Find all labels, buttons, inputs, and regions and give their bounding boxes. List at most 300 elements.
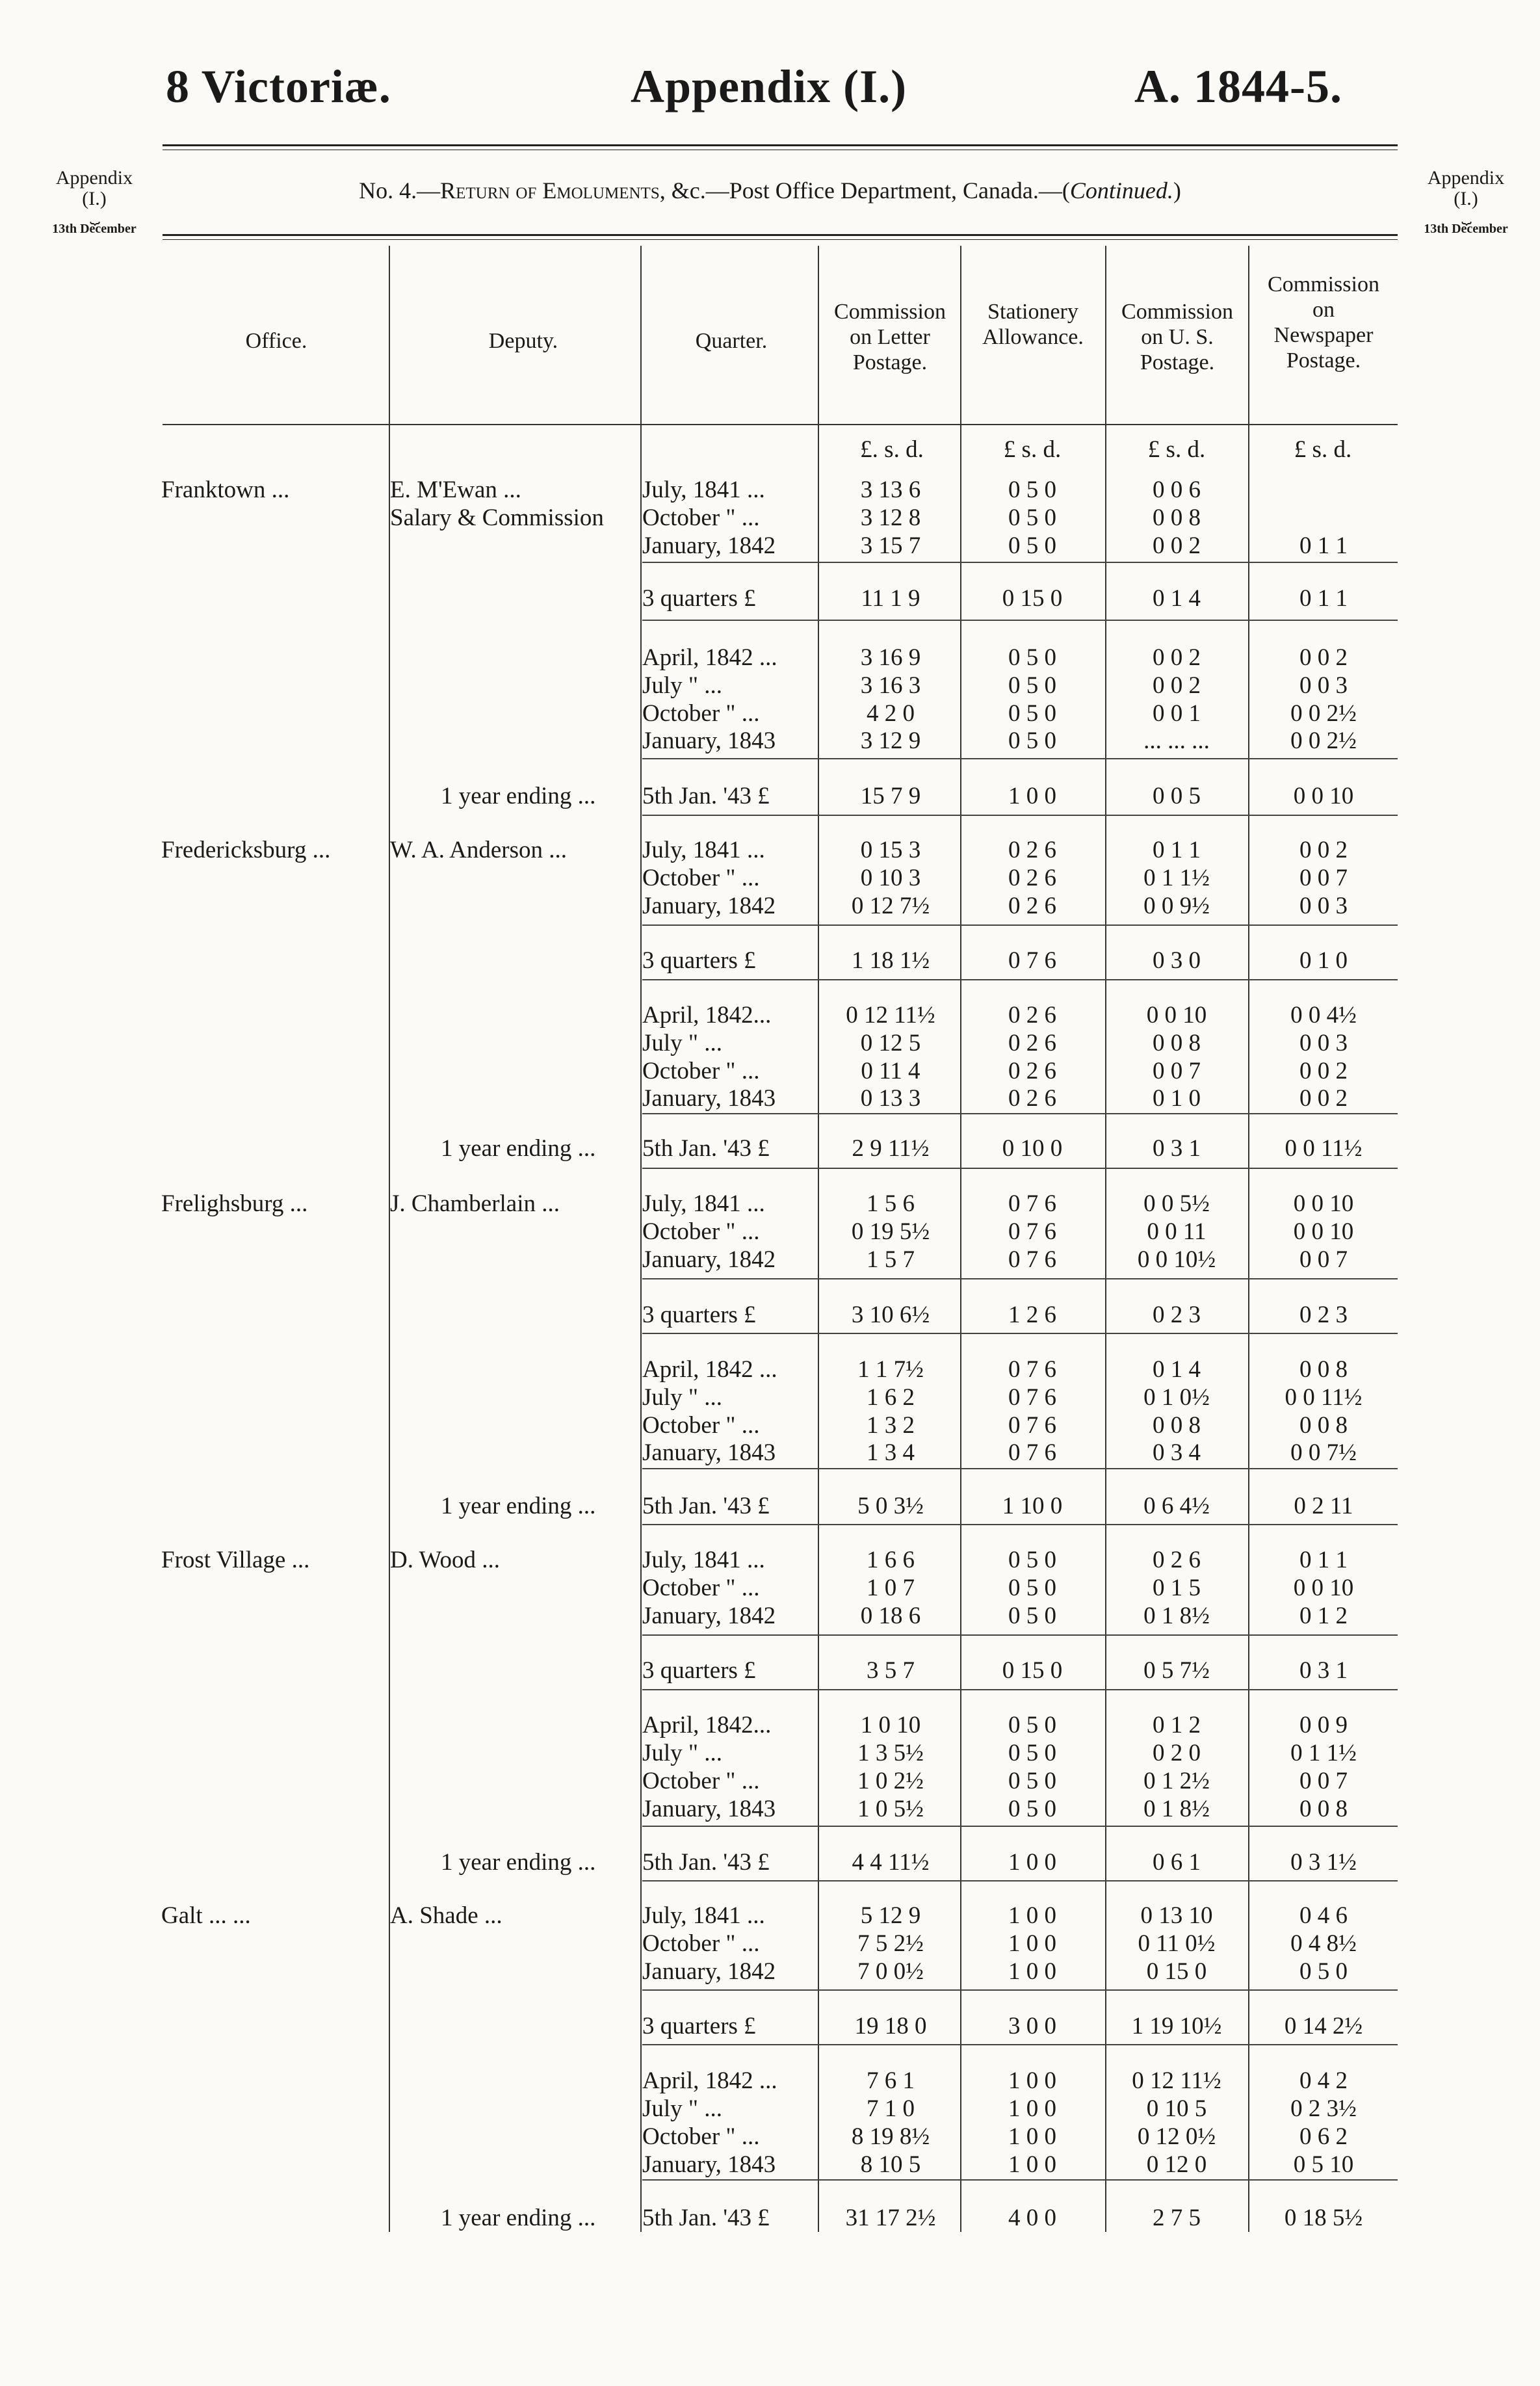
amount-cell: 0 1 2 bbox=[1299, 1603, 1348, 1629]
header-line: Commission bbox=[1121, 300, 1233, 324]
header-year: A. 1844-5. bbox=[1134, 60, 1342, 112]
amount-cell: 0 0 2 bbox=[1299, 1085, 1348, 1112]
quarter-label: October " ... bbox=[642, 1930, 760, 1957]
year-ending-label: 1 year ending ... bbox=[441, 2205, 596, 2231]
amount-cell: 0 0 1 bbox=[1153, 700, 1201, 727]
amount-cell: 0 5 0 bbox=[1008, 672, 1056, 699]
deputy-name: D. Wood ... bbox=[390, 1547, 501, 1573]
caption-caps: Return of Emoluments bbox=[440, 177, 660, 203]
amount-cell: 1 3 5½ bbox=[857, 1740, 924, 1766]
amount-cell: 0 5 0 bbox=[1008, 728, 1056, 754]
quarter-label: January, 1842 bbox=[642, 1246, 776, 1273]
quarter-label: 5th Jan. '43 £ bbox=[642, 1135, 770, 1162]
column-divider bbox=[389, 246, 390, 2232]
amount-cell: 0 7 6 bbox=[1008, 1218, 1056, 1245]
subtotal-rule bbox=[642, 1333, 1398, 1334]
header-letter-postage bbox=[819, 299, 961, 375]
amount-cell: 0 11 0½ bbox=[1138, 1930, 1216, 1957]
amount-cell: 0 1 4 bbox=[1153, 1356, 1201, 1383]
header-line: Newspaper bbox=[1273, 323, 1374, 348]
amount-cell: 1 3 2 bbox=[867, 1412, 915, 1439]
amount-cell: 0 0 9½ bbox=[1143, 893, 1210, 919]
subtotal-rule bbox=[642, 1113, 1398, 1114]
amount-cell: 0 0 7 bbox=[1299, 1246, 1348, 1273]
amount-cell: 0 2 11 bbox=[1294, 1493, 1353, 1519]
quarter-label: July " ... bbox=[642, 672, 723, 699]
quarter-label: July " ... bbox=[642, 1740, 723, 1766]
amount-cell: 0 0 10 bbox=[1293, 1190, 1354, 1217]
amount-cell: 1 0 0 bbox=[1008, 1930, 1056, 1957]
quarter-label: July, 1841 ... bbox=[642, 837, 765, 863]
unit-label: £. s. d. bbox=[860, 436, 924, 463]
quarter-label: 3 quarters £ bbox=[642, 1302, 756, 1328]
subtotal-rule bbox=[642, 620, 1398, 621]
amount-cell: 0 0 5 bbox=[1153, 783, 1201, 809]
amount-cell: 0 1 1 bbox=[1299, 1547, 1348, 1573]
quarter-label: October " ... bbox=[642, 700, 760, 727]
side-note-date: 13th December bbox=[1424, 221, 1508, 236]
quarter-label: July, 1841 ... bbox=[642, 477, 765, 503]
amount-cell: 0 2 6 bbox=[1008, 865, 1056, 891]
amount-cell: 4 2 0 bbox=[867, 700, 915, 727]
side-note-label: Appendix bbox=[1427, 167, 1505, 189]
amount-cell: 0 10 5 bbox=[1146, 2095, 1207, 2122]
subtotal-rule bbox=[642, 562, 1398, 563]
amount-cell: 1 0 7 bbox=[867, 1575, 915, 1601]
amount-cell: 0 5 0 bbox=[1008, 1575, 1056, 1601]
amount-cell: 0 0 8 bbox=[1299, 1412, 1348, 1439]
quarter-label: 5th Jan. '43 £ bbox=[642, 783, 770, 809]
year-ending-label: 1 year ending ... bbox=[441, 1135, 596, 1162]
amount-cell: 0 1 1 bbox=[1299, 585, 1348, 612]
subtotal-rule bbox=[642, 815, 1398, 816]
subtotal-rule bbox=[642, 924, 1398, 926]
amount-cell: 0 1 1 bbox=[1299, 532, 1348, 559]
side-note-date: 13th December bbox=[52, 221, 137, 236]
header-line: Postage. bbox=[852, 350, 928, 375]
amount-cell: 0 0 8 bbox=[1299, 1356, 1348, 1383]
amount-cell: 0 12 11½ bbox=[1132, 2067, 1221, 2094]
amount-cell: 1 19 10½ bbox=[1131, 2013, 1222, 2039]
subtotal-rule bbox=[642, 1634, 1398, 1636]
amount-cell: 0 2 6 bbox=[1153, 1547, 1201, 1573]
quarter-label: July, 1841 ... bbox=[642, 1547, 765, 1573]
amount-cell: 0 2 3 bbox=[1153, 1302, 1201, 1328]
amount-cell: 2 9 11½ bbox=[852, 1135, 930, 1162]
header-line: Postage. bbox=[1140, 350, 1215, 375]
column-divider bbox=[640, 246, 642, 2232]
amount-cell: 0 1 0 bbox=[1153, 1085, 1201, 1112]
amount-cell: 1 0 0 bbox=[1008, 1902, 1056, 1929]
amount-cell: 0 0 7 bbox=[1299, 865, 1348, 891]
header-bottom-rule bbox=[163, 424, 1398, 425]
amount-cell: 0 7 6 bbox=[1008, 1246, 1056, 1273]
quarter-label: October " ... bbox=[642, 865, 760, 891]
amount-cell: 0 3 1 bbox=[1153, 1135, 1201, 1162]
office-name: Frost Village ... bbox=[161, 1547, 310, 1573]
amount-cell: 0 15 0 bbox=[1002, 1657, 1063, 1684]
quarter-label: October " ... bbox=[642, 505, 760, 531]
amount-cell: 0 0 10½ bbox=[1137, 1246, 1216, 1273]
unit-label: £ s. d. bbox=[1294, 436, 1352, 463]
amount-cell: 3 12 8 bbox=[860, 505, 921, 531]
quarter-label: January, 1842 bbox=[642, 893, 776, 919]
amount-cell: 0 11 4 bbox=[861, 1058, 920, 1084]
amount-cell: 5 0 3½ bbox=[857, 1493, 924, 1519]
amount-cell: 3 12 9 bbox=[860, 728, 921, 754]
amount-cell: 0 5 0 bbox=[1008, 1547, 1056, 1573]
amount-cell: 8 19 8½ bbox=[851, 2123, 930, 2150]
header-line: on bbox=[1312, 298, 1335, 322]
header-deputy: Deputy. bbox=[488, 329, 558, 353]
amount-cell: 0 0 11½ bbox=[1285, 1384, 1363, 1411]
amount-cell: 3 5 7 bbox=[867, 1657, 915, 1684]
amount-cell: 0 0 3 bbox=[1299, 1030, 1348, 1056]
header-line: Commission bbox=[834, 300, 946, 324]
amount-cell: 0 1 2 bbox=[1153, 1712, 1201, 1738]
deputy-name: W. A. Anderson ... bbox=[390, 837, 568, 863]
unit-label: £ s. d. bbox=[1003, 436, 1062, 463]
amount-cell: 0 2 6 bbox=[1008, 837, 1056, 863]
amount-cell: 0 5 10 bbox=[1293, 2151, 1354, 2178]
side-note-number: (I.) bbox=[1454, 187, 1478, 209]
amount-cell: 0 0 2 bbox=[1299, 837, 1348, 863]
amount-cell: 0 5 0 bbox=[1008, 505, 1056, 531]
deputy-name: E. M'Ewan ... bbox=[390, 477, 521, 503]
amount-cell: 7 6 1 bbox=[867, 2067, 915, 2094]
amount-cell: 0 6 2 bbox=[1299, 2123, 1348, 2150]
amount-cell: 0 0 9 bbox=[1299, 1712, 1348, 1738]
amount-cell: 1 0 0 bbox=[1008, 1849, 1056, 1876]
subtotal-rule bbox=[642, 1524, 1398, 1525]
office-name: Fredericksburg ... bbox=[161, 837, 331, 863]
header-title: Appendix (I.) bbox=[631, 60, 907, 112]
amount-cell: 0 0 2½ bbox=[1290, 700, 1357, 727]
amount-cell: 0 14 2½ bbox=[1284, 2013, 1363, 2039]
amount-cell: 1 6 6 bbox=[867, 1547, 915, 1573]
amount-cell: 0 2 6 bbox=[1008, 1030, 1056, 1056]
amount-cell: 0 5 0 bbox=[1008, 532, 1056, 559]
amount-cell: 0 12 0½ bbox=[1137, 2123, 1216, 2150]
amount-cell: 0 0 2 bbox=[1153, 644, 1201, 671]
quarter-label: January, 1842 bbox=[642, 1958, 776, 1985]
amount-cell: 0 19 5½ bbox=[851, 1218, 930, 1245]
amount-cell: 0 0 11½ bbox=[1285, 1135, 1363, 1162]
quarter-label: October " ... bbox=[642, 1575, 760, 1601]
amount-cell: 0 2 6 bbox=[1008, 893, 1056, 919]
amount-cell: 0 0 3 bbox=[1299, 893, 1348, 919]
amount-cell: 4 0 0 bbox=[1008, 2205, 1056, 2231]
side-note-label: Appendix bbox=[55, 167, 133, 189]
header-line: Postage. bbox=[1286, 348, 1361, 373]
quarter-label: January, 1843 bbox=[642, 728, 776, 754]
amount-cell: 0 2 6 bbox=[1008, 1085, 1056, 1112]
quarter-label: April, 1842 ... bbox=[642, 1356, 777, 1383]
unit-label: £ s. d. bbox=[1147, 436, 1206, 463]
amount-cell: 1 0 0 bbox=[1008, 783, 1056, 809]
amount-cell: 3 16 9 bbox=[860, 644, 921, 671]
amount-cell: 0 0 7 bbox=[1299, 1768, 1348, 1794]
amount-cell: 0 0 10 bbox=[1293, 1575, 1354, 1601]
amount-cell: 0 5 0 bbox=[1008, 1603, 1056, 1629]
amount-cell: 0 5 0 bbox=[1008, 644, 1056, 671]
quarter-label: October " ... bbox=[642, 1412, 760, 1439]
amount-cell: 0 1 0½ bbox=[1143, 1384, 1210, 1411]
amount-cell: 0 5 0 bbox=[1008, 700, 1056, 727]
amount-cell: 0 2 0 bbox=[1153, 1740, 1201, 1766]
amount-cell: 0 5 0 bbox=[1299, 1958, 1348, 1985]
amount-cell: 0 2 6 bbox=[1008, 1058, 1056, 1084]
amount-cell: 0 15 0 bbox=[1002, 585, 1063, 612]
amount-cell: 0 2 3 bbox=[1299, 1302, 1348, 1328]
amount-cell: 5 12 9 bbox=[860, 1902, 921, 1929]
amount-cell: 1 0 5½ bbox=[857, 1796, 924, 1822]
amount-cell: 0 2 3½ bbox=[1290, 2095, 1357, 2122]
quarter-label: October " ... bbox=[642, 2123, 760, 2150]
amount-cell: 0 0 10 bbox=[1293, 1218, 1354, 1245]
amount-cell: 3 10 6½ bbox=[851, 1302, 930, 1328]
amount-cell: 0 7 6 bbox=[1008, 1439, 1056, 1466]
amount-cell: 0 4 2 bbox=[1299, 2067, 1348, 2094]
amount-cell: 0 1 8½ bbox=[1143, 1796, 1210, 1822]
amount-cell: 15 7 9 bbox=[860, 783, 921, 809]
subtotal-rule bbox=[642, 758, 1398, 759]
header-newspaper-postage bbox=[1249, 272, 1398, 373]
subtotal-rule bbox=[642, 1826, 1398, 1827]
amount-cell: 1 6 2 bbox=[867, 1384, 915, 1411]
amount-cell: 0 6 4½ bbox=[1143, 1493, 1210, 1519]
amount-cell: 0 0 5½ bbox=[1143, 1190, 1210, 1217]
quarter-label: October " ... bbox=[642, 1058, 760, 1084]
amount-cell: 0 1 1½ bbox=[1143, 865, 1210, 891]
amount-cell: 0 5 0 bbox=[1008, 1796, 1056, 1822]
header-session: 8 Victoriæ. bbox=[166, 60, 391, 112]
quarter-label: 3 quarters £ bbox=[642, 1657, 756, 1684]
amount-cell: 0 5 0 bbox=[1008, 1740, 1056, 1766]
amount-cell: 0 0 7½ bbox=[1290, 1439, 1357, 1466]
amount-cell: 0 5 0 bbox=[1008, 477, 1056, 503]
amount-cell: 19 18 0 bbox=[854, 2013, 927, 2039]
amount-cell: 0 1 4 bbox=[1153, 585, 1201, 612]
quarter-label: April, 1842... bbox=[642, 1712, 772, 1738]
amount-cell: 1 0 2½ bbox=[857, 1768, 924, 1794]
quarter-label: 5th Jan. '43 £ bbox=[642, 2205, 770, 2231]
quarter-label: April, 1842... bbox=[642, 1002, 772, 1029]
amount-cell: 7 0 0½ bbox=[857, 1958, 924, 1985]
subtotal-rule bbox=[642, 1168, 1398, 1169]
amount-cell: 0 7 6 bbox=[1008, 947, 1056, 974]
amount-cell: 0 1 8½ bbox=[1143, 1603, 1210, 1629]
amount-cell: 7 5 2½ bbox=[857, 1930, 924, 1957]
amount-cell: 2 7 5 bbox=[1153, 2205, 1201, 2231]
amount-cell: 0 0 8 bbox=[1299, 1796, 1348, 1822]
quarter-label: January, 1843 bbox=[642, 1439, 776, 1466]
subtotal-rule bbox=[642, 1468, 1398, 1469]
amount-cell: 0 0 8 bbox=[1153, 505, 1201, 531]
amount-cell: 0 0 10 bbox=[1146, 1002, 1207, 1029]
quarter-label: January, 1842 bbox=[642, 1603, 776, 1629]
amount-cell: 0 5 0 bbox=[1008, 1768, 1056, 1794]
table-top-rule bbox=[163, 234, 1398, 236]
amount-cell: 0 0 4½ bbox=[1290, 1002, 1357, 1029]
amount-cell: 0 12 5 bbox=[860, 1030, 921, 1056]
amount-cell: 0 1 0 bbox=[1299, 947, 1348, 974]
amount-cell: 0 1 1½ bbox=[1290, 1740, 1357, 1766]
amount-cell: 0 15 3 bbox=[860, 837, 921, 863]
header-stationery bbox=[961, 299, 1104, 350]
amount-cell: 0 0 10 bbox=[1293, 783, 1354, 809]
amount-cell: 3 16 3 bbox=[860, 672, 921, 699]
header-line: Stationery bbox=[987, 300, 1078, 324]
amount-cell: 0 0 8 bbox=[1153, 1030, 1201, 1056]
amount-cell: 8 10 5 bbox=[860, 2151, 921, 2178]
office-name: Franktown ... bbox=[161, 477, 290, 503]
amount-cell: 1 0 0 bbox=[1008, 2095, 1056, 2122]
subtotal-rule bbox=[642, 2044, 1398, 2045]
amount-cell: 0 0 11 bbox=[1147, 1218, 1207, 1245]
quarter-label: 3 quarters £ bbox=[642, 2013, 756, 2039]
year-ending-label: 1 year ending ... bbox=[441, 1849, 596, 1876]
amount-cell: 1 1 7½ bbox=[857, 1356, 924, 1383]
brace-icon: ⏟ bbox=[1461, 205, 1470, 224]
amount-cell: 0 7 6 bbox=[1008, 1190, 1056, 1217]
quarter-label: July " ... bbox=[642, 2095, 723, 2122]
deputy-name: J. Chamberlain ... bbox=[390, 1190, 560, 1217]
quarter-label: July " ... bbox=[642, 1384, 723, 1411]
amount-cell: 0 7 6 bbox=[1008, 1384, 1056, 1411]
amount-cell: 3 13 6 bbox=[860, 477, 921, 503]
amount-cell: 0 1 1 bbox=[1153, 837, 1201, 863]
year-ending-label: 1 year ending ... bbox=[441, 783, 596, 809]
amount-cell: 1 2 6 bbox=[1008, 1302, 1056, 1328]
year-ending-label: 1 year ending ... bbox=[441, 1493, 596, 1519]
amount-cell: 1 0 0 bbox=[1008, 2151, 1056, 2178]
amount-cell: 0 0 2 bbox=[1153, 672, 1201, 699]
amount-cell: 0 13 10 bbox=[1140, 1902, 1213, 1929]
header-line: Commission bbox=[1268, 272, 1379, 296]
quarter-label: 3 quarters £ bbox=[642, 947, 756, 974]
amount-cell: 3 15 7 bbox=[860, 532, 921, 559]
amount-cell: 1 3 4 bbox=[867, 1439, 915, 1466]
quarter-label: April, 1842 ... bbox=[642, 2067, 777, 2094]
subtotal-rule bbox=[642, 1689, 1398, 1690]
amount-cell: ... ... ... bbox=[1143, 728, 1210, 754]
amount-cell: 0 1 2½ bbox=[1143, 1768, 1210, 1794]
amount-cell: 0 0 8 bbox=[1153, 1412, 1201, 1439]
side-note-number: (I.) bbox=[82, 187, 107, 209]
quarter-label: 3 quarters £ bbox=[642, 585, 756, 612]
amount-cell: 0 7 6 bbox=[1008, 1356, 1056, 1383]
amount-cell: 0 0 3 bbox=[1299, 672, 1348, 699]
amount-cell: 0 3 1 bbox=[1299, 1657, 1348, 1684]
quarter-label: July, 1841 ... bbox=[642, 1190, 765, 1217]
amount-cell: 1 10 0 bbox=[1002, 1493, 1063, 1519]
quarter-label: 5th Jan. '43 £ bbox=[642, 1849, 770, 1876]
amount-cell: 1 5 7 bbox=[867, 1246, 915, 1273]
deputy-name: A. Shade ... bbox=[390, 1902, 502, 1929]
amount-cell: 4 4 11½ bbox=[852, 1849, 930, 1876]
header-quarter: Quarter. bbox=[695, 329, 768, 353]
amount-cell: 0 12 11½ bbox=[846, 1002, 935, 1029]
quarter-label: January, 1843 bbox=[642, 1796, 776, 1822]
subtotal-rule bbox=[642, 2179, 1398, 2181]
caption-text: , &c.—Post Office Department, Canada.—( bbox=[659, 177, 1070, 203]
amount-cell: 1 18 1½ bbox=[851, 947, 930, 974]
quarter-label: July, 1841 ... bbox=[642, 1902, 765, 1929]
amount-cell: 0 4 8½ bbox=[1290, 1930, 1357, 1957]
amount-cell: 31 17 2½ bbox=[845, 2205, 936, 2231]
amount-cell: 0 4 6 bbox=[1299, 1902, 1348, 1929]
amount-cell: 0 15 0 bbox=[1146, 1958, 1207, 1985]
brace-icon: ⏟ bbox=[90, 205, 99, 224]
amount-cell: 0 1 5 bbox=[1153, 1575, 1201, 1601]
amount-cell: 0 3 4 bbox=[1153, 1439, 1201, 1466]
quarter-label: October " ... bbox=[642, 1218, 760, 1245]
header-line: on U. S. bbox=[1141, 325, 1214, 350]
quarter-label: January, 1843 bbox=[642, 2151, 776, 2178]
amount-cell: 0 18 5½ bbox=[1284, 2205, 1363, 2231]
header-us-postage bbox=[1106, 299, 1248, 375]
quarter-label: October " ... bbox=[642, 1768, 760, 1794]
office-name: Galt ... ... bbox=[161, 1902, 251, 1929]
caption-close: ) bbox=[1173, 177, 1181, 203]
caption-continued: Continued. bbox=[1069, 177, 1173, 203]
amount-cell: 0 12 0 bbox=[1146, 2151, 1207, 2178]
amount-cell: 7 1 0 bbox=[867, 2095, 915, 2122]
amount-cell: 0 0 2 bbox=[1153, 532, 1201, 559]
header-line: Allowance. bbox=[982, 325, 1084, 350]
amount-cell: 0 2 6 bbox=[1008, 1002, 1056, 1029]
amount-cell: 1 0 0 bbox=[1008, 2067, 1056, 2094]
amount-cell: 0 0 7 bbox=[1153, 1058, 1201, 1084]
subtotal-rule bbox=[642, 979, 1398, 980]
table-top-rule-thin bbox=[163, 239, 1398, 240]
amount-cell: 1 0 0 bbox=[1008, 2123, 1056, 2150]
header-line: on Letter bbox=[850, 325, 930, 350]
office-name: Frelighsburg ... bbox=[161, 1190, 308, 1217]
amount-cell: 0 7 6 bbox=[1008, 1412, 1056, 1439]
amount-cell: 1 5 6 bbox=[867, 1190, 915, 1217]
header-office: Office. bbox=[245, 329, 307, 353]
amount-cell: 1 0 0 bbox=[1008, 1958, 1056, 1985]
quarter-label: July " ... bbox=[642, 1030, 723, 1056]
amount-cell: 0 10 3 bbox=[860, 865, 921, 891]
amount-cell: 0 5 0 bbox=[1008, 1712, 1056, 1738]
amount-cell: 0 6 1 bbox=[1153, 1849, 1201, 1876]
quarter-label: January, 1843 bbox=[642, 1085, 776, 1112]
amount-cell: 0 3 1½ bbox=[1290, 1849, 1357, 1876]
subtotal-rule bbox=[642, 1880, 1398, 1881]
amount-cell: 0 5 7½ bbox=[1143, 1657, 1210, 1684]
caption-number: No. 4.— bbox=[359, 177, 441, 203]
quarter-label: 5th Jan. '43 £ bbox=[642, 1493, 770, 1519]
amount-cell: 0 0 2½ bbox=[1290, 728, 1357, 754]
amount-cell: 0 0 6 bbox=[1153, 477, 1201, 503]
amount-cell: 0 18 6 bbox=[860, 1603, 921, 1629]
quarter-label: April, 1842 ... bbox=[642, 644, 777, 671]
header-rule bbox=[163, 144, 1398, 146]
table-caption bbox=[0, 177, 1540, 204]
amount-cell: 0 3 0 bbox=[1153, 947, 1201, 974]
amount-cell: 0 0 2 bbox=[1299, 1058, 1348, 1084]
amount-cell: 0 12 7½ bbox=[851, 893, 930, 919]
amount-cell: 11 1 9 bbox=[861, 585, 920, 612]
subtotal-rule bbox=[642, 1278, 1398, 1279]
subtotal-rule bbox=[642, 1989, 1398, 1991]
deputy-remark: Salary & Commission bbox=[390, 505, 604, 531]
amount-cell: 0 0 2 bbox=[1299, 644, 1348, 671]
amount-cell: 3 0 0 bbox=[1008, 2013, 1056, 2039]
